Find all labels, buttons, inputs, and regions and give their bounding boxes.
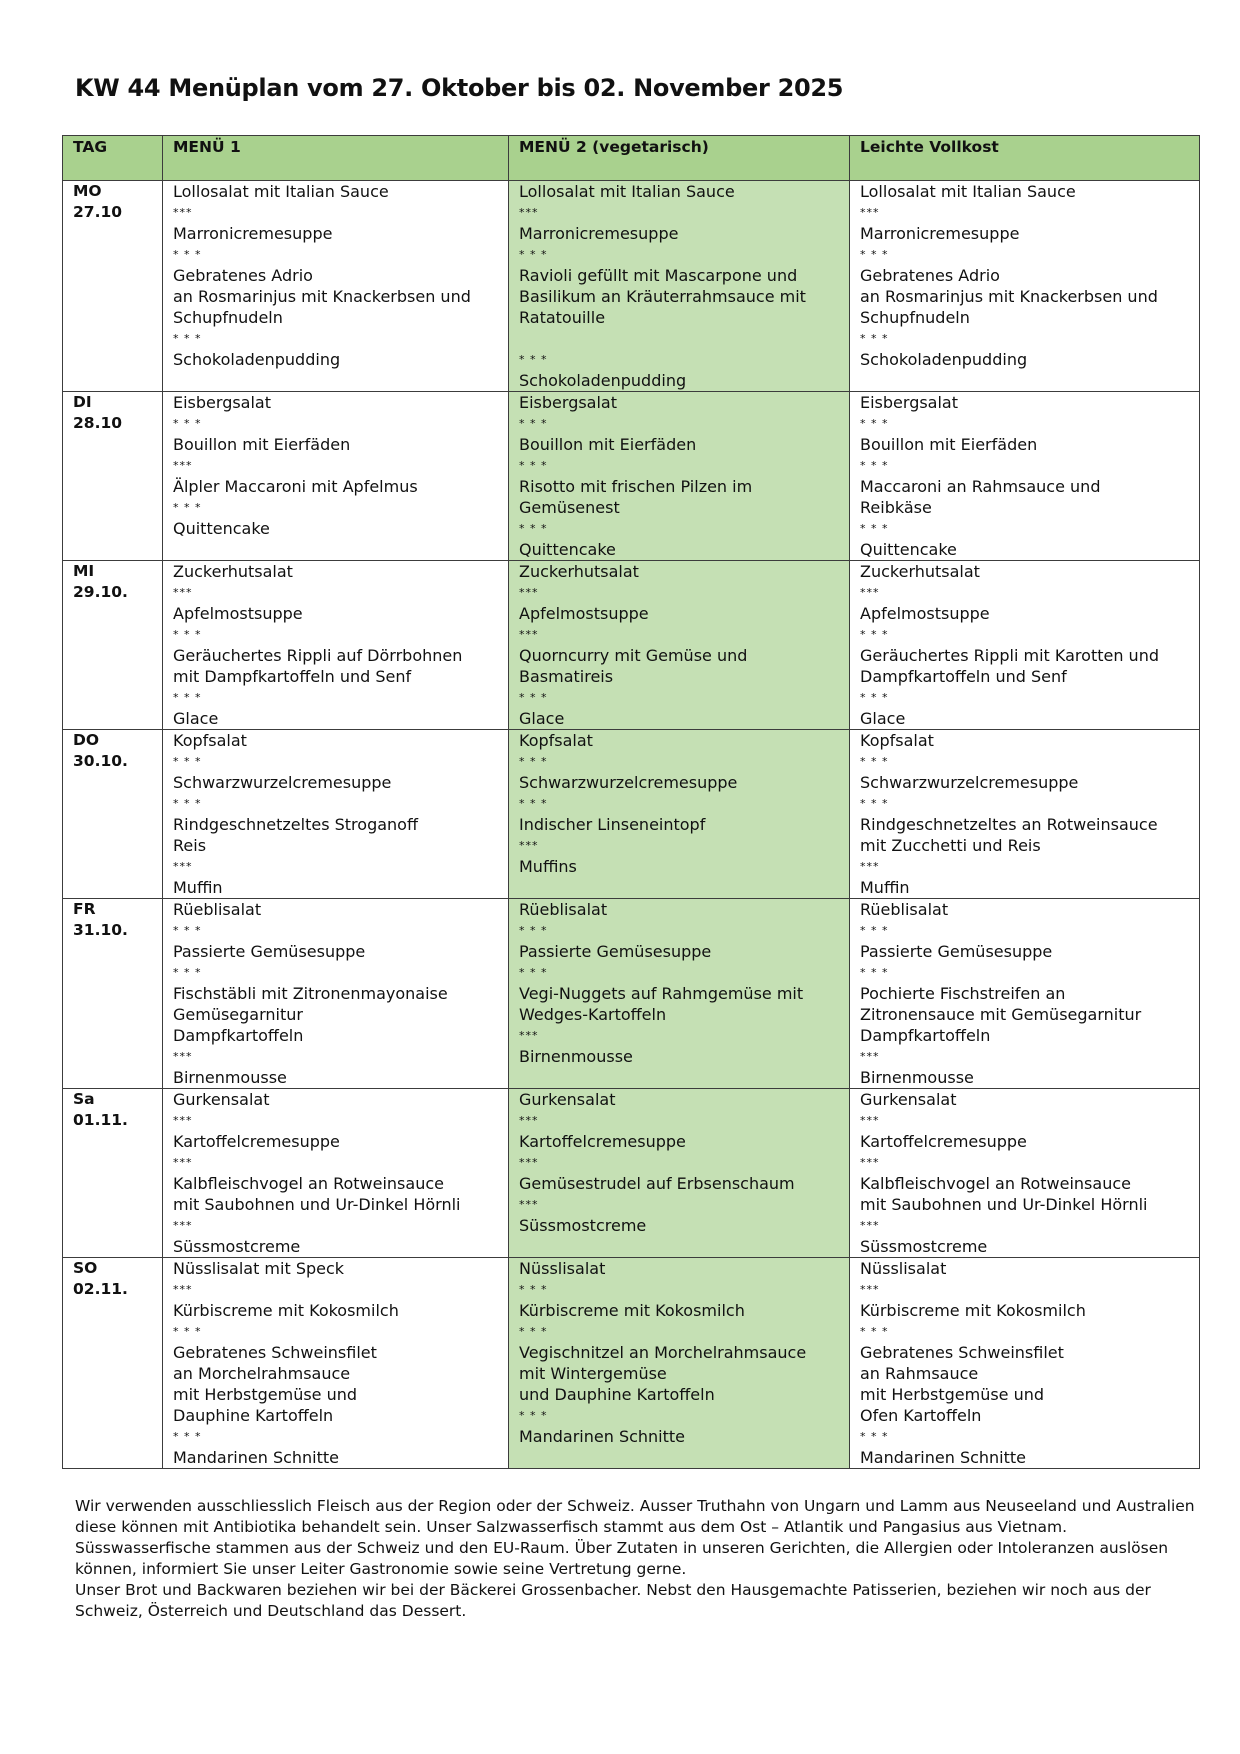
course-separator: *** [519,839,539,852]
day-name: DI [73,393,92,411]
dish-line: Quittencake [519,540,616,559]
dish-line: mit Herbstgemüse und [173,1385,358,1404]
menu1-cell [163,561,509,730]
dish-line: Gurkensalat [860,1090,957,1109]
course-separator: * * * [173,1325,202,1338]
dish-line: Bouillon mit Eierfäden [860,435,1038,454]
dish-line: Eisbergsalat [519,393,618,412]
course-separator: * * * [519,1283,548,1296]
course-separator: * * * [860,691,889,704]
dish-line: Eisbergsalat [173,393,272,412]
dish-line: Birnenmousse [173,1068,287,1087]
dish-line: Zuckerhutsalat [519,562,639,581]
menu2-cell [509,899,850,1089]
menu2-cell [509,181,850,392]
dish-line: Nüsslisalat [860,1259,947,1278]
dish-line: Muffins [519,857,577,876]
course-separator: * * * [173,924,202,937]
dish-line: Rindgeschnetzeltes Stroganoff [173,815,418,834]
course-separator: * * * [173,332,202,345]
menu1-cell [163,392,509,561]
day-name: FR [73,900,96,918]
dish-line: Passierte Gemüsesuppe [860,942,1053,961]
dish-line: Süssmostcreme [519,1216,647,1235]
dish-line: Glace [860,709,906,728]
course-separator: *** [173,459,193,472]
spacer [519,328,839,349]
dish-line: Rindgeschnetzeltes an Rotweinsauce [860,815,1158,834]
course-separator: * * * [519,797,548,810]
dish-line: Mandarinen Schnitte [519,1427,686,1446]
course-separator: *** [860,1156,880,1169]
course-separator: * * * [519,417,548,430]
dish-line: Nüsslisalat [519,1259,606,1278]
dish-line: Birnenmousse [860,1068,974,1087]
dish-line: Gemüsestrudel auf Erbsenschaum [519,1174,795,1193]
page-title: KW 44 Menüplan vom 27. Oktober bis 02. November 2025 [75,74,844,102]
course-separator: * * * [860,924,889,937]
course-separator: * * * [519,1409,548,1422]
dish-line: Schupfnudeln [860,308,970,327]
light-cell [850,392,1200,561]
dish-line: Älpler Maccaroni mit Apfelmus [173,477,418,496]
course-separator: * * * [860,459,889,472]
menu1-cell [163,1089,509,1258]
header-tag: TAG [63,136,163,181]
dish-line: mit Saubohnen und Ur-Dinkel Hörnli [173,1195,461,1214]
dish-line: Marronicremesuppe [173,224,333,243]
dish-line: Zuckerhutsalat [860,562,980,581]
course-separator: *** [519,628,539,641]
dish-line: Glace [519,709,565,728]
course-separator: *** [173,1050,193,1063]
dish-line: mit Zucchetti und Reis [860,836,1041,855]
dish-line: Schokoladenpudding [173,350,341,369]
dish-line: Kopfsalat [173,731,247,750]
course-separator: * * * [173,691,202,704]
course-separator: *** [519,1156,539,1169]
dish-line: Fischstäbli mit Zitronenmayonaise [173,984,448,1003]
dish-line: Ratatouille [519,308,606,327]
course-separator: * * * [860,417,889,430]
footer-paragraph-2: Unser Brot und Backwaren beziehen wir bei der Bäckerei Grossenbacher. Nebst den Hausgemachte Patisserien, beziehen wir noch aus der Schweiz, Österreich und Deutschland das Dessert. [75,1581,1151,1620]
course-separator: * * * [173,966,202,979]
menu1-cell [163,1258,509,1469]
dish-line: Bouillon mit Eierfäden [173,435,351,454]
header-row [63,136,1200,181]
dish-line: an Rosmarinjus mit Knackerbsen und [860,287,1158,306]
dish-line: Quorncurry mit Gemüse und [519,646,748,665]
dish-line: Schupfnudeln [173,308,283,327]
dish-line: Dampfkartoffeln und Senf [860,667,1067,686]
dish-line: Risotto mit frischen Pilzen im [519,477,753,496]
course-separator: * * * [860,1430,889,1443]
dish-line: Basmatireis [519,667,614,686]
dish-line: Dampfkartoffeln [860,1026,991,1045]
dish-line: Reibkäse [860,498,932,517]
course-separator: * * * [519,1325,548,1338]
day-row [63,1089,1200,1258]
course-separator: * * * [519,924,548,937]
menu2-cell [509,1089,850,1258]
course-separator: * * * [860,522,889,535]
dish-line: Apfelmostsuppe [519,604,649,623]
day-date: 28.10 [73,414,123,432]
day-cell [63,899,163,1089]
day-cell [63,1258,163,1469]
dish-line: Geräuchertes Rippli mit Karotten und [860,646,1159,665]
course-separator: * * * [173,501,202,514]
day-cell [63,561,163,730]
course-separator: * * * [860,248,889,261]
course-separator: *** [519,586,539,599]
day-cell [63,392,163,561]
dish-line: mit Herbstgemüse und [860,1385,1045,1404]
dish-line: Marronicremesuppe [519,224,679,243]
dish-line: Kopfsalat [519,731,593,750]
dish-line: an Morchelrahmsauce [173,1364,351,1383]
dish-line: an Rosmarinjus mit Knackerbsen und [173,287,471,306]
course-separator: * * * [173,755,202,768]
dish-line: Nüsslisalat mit Speck [173,1259,345,1278]
course-separator: *** [173,1283,193,1296]
light-cell [850,730,1200,899]
course-separator: * * * [173,628,202,641]
course-separator: * * * [860,755,889,768]
dish-line: Rüeblisalat [173,900,262,919]
course-separator: *** [860,586,880,599]
course-separator: * * * [519,691,548,704]
menu2-cell [509,1258,850,1469]
dish-line: an Rahmsauce [860,1364,979,1383]
day-cell [63,181,163,392]
dish-line: mit Wintergemüse [519,1364,667,1383]
dish-line: Süssmostcreme [173,1237,301,1256]
menu1-cell [163,730,509,899]
dish-line: Gurkensalat [173,1090,270,1109]
dish-line: Glace [173,709,219,728]
course-separator: *** [519,1114,539,1127]
dish-line: Mandarinen Schnitte [860,1448,1027,1467]
dish-line: Dampfkartoffeln [173,1026,304,1045]
day-date: 30.10. [73,752,128,770]
dish-line: Ofen Kartoffeln [860,1406,982,1425]
course-separator: * * * [860,1325,889,1338]
course-separator: *** [173,1156,193,1169]
dish-line: Gebratenes Schweinsfilet [173,1343,377,1362]
dish-line: Schwarzwurzelcremesuppe [860,773,1079,792]
course-separator: *** [860,1219,880,1232]
course-separator: *** [173,586,193,599]
dish-line: Basilikum an Kräuterrahmsauce mit [519,287,806,306]
dish-line: Kürbiscreme mit Kokosmilch [519,1301,745,1320]
dish-line: Kartoffelcremesuppe [173,1132,340,1151]
dish-line: Lollosalat mit Italian Sauce [173,182,389,201]
dish-line: Reis [173,836,207,855]
course-separator: * * * [519,966,548,979]
course-separator: * * * [860,966,889,979]
dish-line: Kürbiscreme mit Kokosmilch [173,1301,399,1320]
course-separator: *** [173,206,193,219]
dish-line: Quittencake [860,540,957,559]
dish-line: Rüeblisalat [519,900,608,919]
day-date: 02.11. [73,1280,128,1298]
menu2-cell [509,392,850,561]
menu-body [63,181,1200,1469]
dish-line: Rüeblisalat [860,900,949,919]
dish-line: Zitronensauce mit Gemüsegarnitur [860,1005,1142,1024]
light-cell [850,899,1200,1089]
course-separator: *** [519,1198,539,1211]
dish-line: Zuckerhutsalat [173,562,293,581]
day-date: 31.10. [73,921,128,939]
light-cell [850,1258,1200,1469]
menu2-cell [509,730,850,899]
day-name: DO [73,731,100,749]
dish-line: Geräuchertes Rippli auf Dörrbohnen [173,646,463,665]
course-separator: * * * [173,417,202,430]
header-light: Leichte Vollkost [850,136,1200,181]
dish-line: Gurkensalat [519,1090,616,1109]
light-cell [850,1089,1200,1258]
day-row [63,899,1200,1089]
dish-line: Apfelmostsuppe [860,604,990,623]
light-cell [850,181,1200,392]
menu2-cell [509,561,850,730]
dish-line: Vegi-Nuggets auf Rahmgemüse mit [519,984,804,1003]
day-row [63,181,1200,392]
course-separator: *** [860,1114,880,1127]
menu1-cell [163,181,509,392]
dish-line: Kürbiscreme mit Kokosmilch [860,1301,1086,1320]
course-separator: * * * [519,248,548,261]
day-date: 01.11. [73,1111,128,1129]
day-row [63,392,1200,561]
day-row [63,561,1200,730]
dish-line: Indischer Linseneintopf [519,815,706,834]
menu-table [62,135,1200,1469]
course-separator: * * * [173,797,202,810]
dish-line: Kartoffelcremesuppe [860,1132,1027,1151]
footer-paragraph-1: Wir verwenden ausschliesslich Fleisch aus der Region oder der Schweiz. Ausser Truthahn von Ungarn und Lamm aus Neuseeland und Australien diese können mit Antibiotika behandelt sein. Unser Salzwasserfisch stammt aus dem Ost – Atlantik und Pangasius aus Vietnam. Süsswasserfische stammen aus der Schweiz und den EU-Raum. Über Zutaten in unseren Gerichten, die Allergien oder Intoleranzen auslösen können, informiert Sie unser Leiter Gastronomie sowie seine Vertretung gerne. [75,1497,1195,1578]
dish-line: Pochierte Fischstreifen an [860,984,1066,1003]
day-name: Sa [73,1090,95,1108]
dish-line: Dauphine Kartoffeln [173,1406,334,1425]
dish-line: Bouillon mit Eierfäden [519,435,697,454]
header-menu1: MENÜ 1 [163,136,509,181]
course-separator: *** [519,206,539,219]
dish-line: Muffin [860,878,910,897]
dish-line: Kartoffelcremesuppe [519,1132,686,1151]
dish-line: Schokoladenpudding [519,371,687,390]
day-date: 29.10. [73,583,128,601]
dish-line: Birnenmousse [519,1047,633,1066]
dish-line: Quittencake [173,519,270,538]
course-separator: * * * [173,248,202,261]
dish-line: Schwarzwurzelcremesuppe [173,773,392,792]
course-separator: *** [860,206,880,219]
dish-line: Muffin [173,878,223,897]
dish-line: Mandarinen Schnitte [173,1448,340,1467]
footer-note [75,1496,1205,1622]
day-row [63,1258,1200,1469]
course-separator: *** [173,1114,193,1127]
course-separator: * * * [173,1430,202,1443]
day-cell [63,1089,163,1258]
dish-line: Maccaroni an Rahmsauce und [860,477,1101,496]
course-separator: * * * [519,755,548,768]
dish-line: Schwarzwurzelcremesuppe [519,773,738,792]
course-separator: *** [173,860,193,873]
course-separator: * * * [519,459,548,472]
dish-line: Passierte Gemüsesuppe [173,942,366,961]
dish-line: Gemüsenest [519,498,620,517]
day-name: SO [73,1259,98,1277]
course-separator: *** [173,1219,193,1232]
day-row [63,730,1200,899]
dish-line: Passierte Gemüsesuppe [519,942,712,961]
light-cell [850,561,1200,730]
dish-line: Kopfsalat [860,731,934,750]
day-name: MO [73,182,102,200]
dish-line: Eisbergsalat [860,393,959,412]
dish-line: Apfelmostsuppe [173,604,303,623]
course-separator: *** [860,1050,880,1063]
dish-line: Gebratenes Adrio [173,266,313,285]
dish-line: Süssmostcreme [860,1237,988,1256]
dish-line: Kalbfleischvogel an Rotweinsauce [860,1174,1131,1193]
dish-line: Lollosalat mit Italian Sauce [519,182,735,201]
day-cell [63,730,163,899]
course-separator: * * * [860,332,889,345]
day-name: MI [73,562,95,580]
dish-line: und Dauphine Kartoffeln [519,1385,715,1404]
course-separator: *** [860,1283,880,1296]
dish-line: Ravioli gefüllt mit Mascarpone und [519,266,798,285]
course-separator: * * * [519,353,548,366]
header-menu2: MENÜ 2 (vegetarisch) [509,136,850,181]
dish-line: Gebratenes Adrio [860,266,1000,285]
dish-line: Marronicremesuppe [860,224,1020,243]
dish-line: Schokoladenpudding [860,350,1028,369]
dish-line: Vegischnitzel an Morchelrahmsauce [519,1343,807,1362]
dish-line: Lollosalat mit Italian Sauce [860,182,1076,201]
menu1-cell [163,899,509,1089]
course-separator: * * * [860,628,889,641]
dish-line: Gemüsegarnitur [173,1005,303,1024]
day-date: 27.10 [73,203,123,221]
dish-line: mit Saubohnen und Ur-Dinkel Hörnli [860,1195,1148,1214]
course-separator: *** [519,1029,539,1042]
dish-line: mit Dampfkartoffeln und Senf [173,667,412,686]
dish-line: Gebratenes Schweinsfilet [860,1343,1064,1362]
course-separator: *** [860,860,880,873]
course-separator: * * * [860,797,889,810]
dish-line: Wedges-Kartoffeln [519,1005,667,1024]
dish-line: Kalbfleischvogel an Rotweinsauce [173,1174,444,1193]
course-separator: * * * [519,522,548,535]
